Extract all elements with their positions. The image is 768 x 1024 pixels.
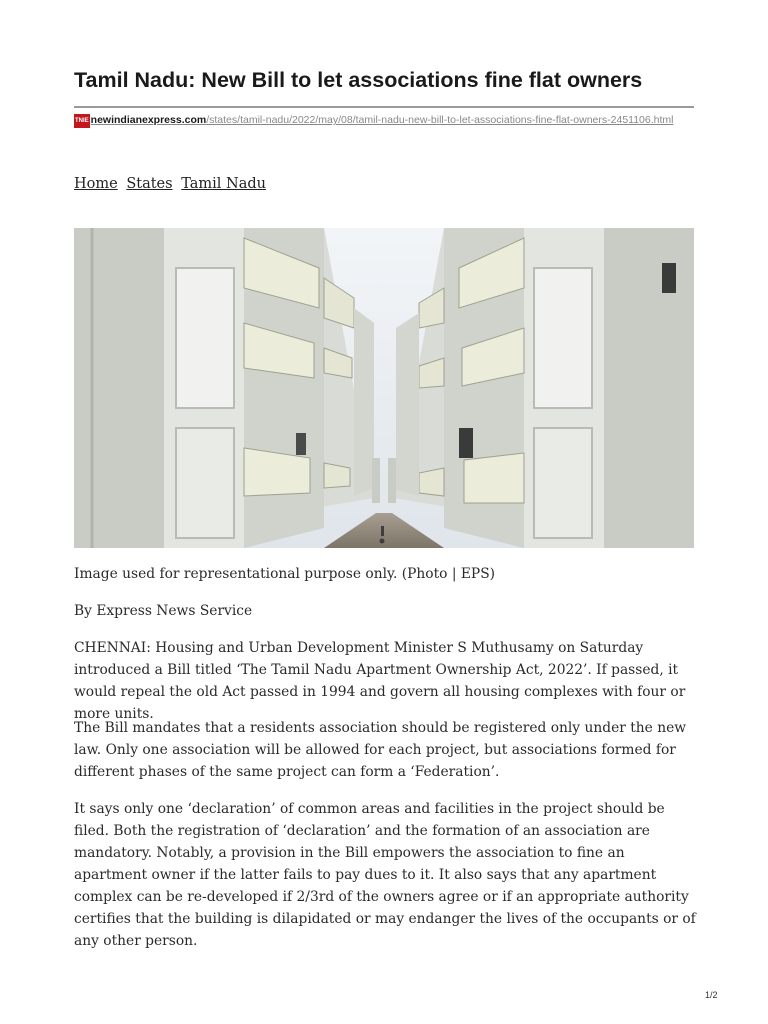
- title-divider: [74, 106, 694, 108]
- article-title: Tamil Nadu: New Bill to let associations fine flat owners: [74, 68, 643, 92]
- paragraph-3: It says only one ‘declaration’ of common areas and facilities in the project should be filed. Both the registration of ‘declaration’ and the formation of an association are mandatory. Notably, a provision in the Bill empowers the association to fine an apartment owner if the latter fails to pay dues to it. It also says that any apartment complex can be re-developed if 2/3rd of the owners agree or if an appropriate authority certifies that the building is dilapidated or may endanger the lives of the occupants or of any other person.: [74, 801, 696, 949]
- tnie-logo-icon: TNIE: [74, 114, 90, 128]
- breadcrumb-home[interactable]: Home: [74, 176, 118, 192]
- page-number: 1/2: [705, 990, 718, 1000]
- paragraph-2: The Bill mandates that a residents association should be registered only under the new law. Only one association will be allowed for each project, but associations formed for different phases of the same project can form a ‘Federation’.: [74, 720, 687, 780]
- article-photo: [74, 228, 694, 548]
- source-path: /states/tamil-nadu/2022/may/08/tamil-nadu-new-bill-to-let-associations-fine-flat-owners-2451106.html: [206, 114, 674, 126]
- source-domain: newindianexpress.com: [90, 114, 207, 126]
- source-url: [74, 113, 694, 128]
- byline: By Express News Service: [74, 603, 253, 619]
- source-link[interactable]: [91, 114, 674, 126]
- breadcrumb-tamil-nadu[interactable]: Tamil Nadu: [181, 176, 266, 192]
- image-caption: Image used for representational purpose only. (Photo | EPS): [74, 566, 496, 582]
- breadcrumb-states[interactable]: States: [126, 176, 173, 192]
- breadcrumb: [74, 176, 270, 192]
- paragraph-1: CHENNAI: Housing and Urban Development Minister S Muthusamy on Saturday introduced a Bill titled ‘The Tamil Nadu Apartment Ownership Act, 2022’. If passed, it would repeal the old Act passed in 1994 and govern all housing complexes with four or more units.: [74, 640, 686, 722]
